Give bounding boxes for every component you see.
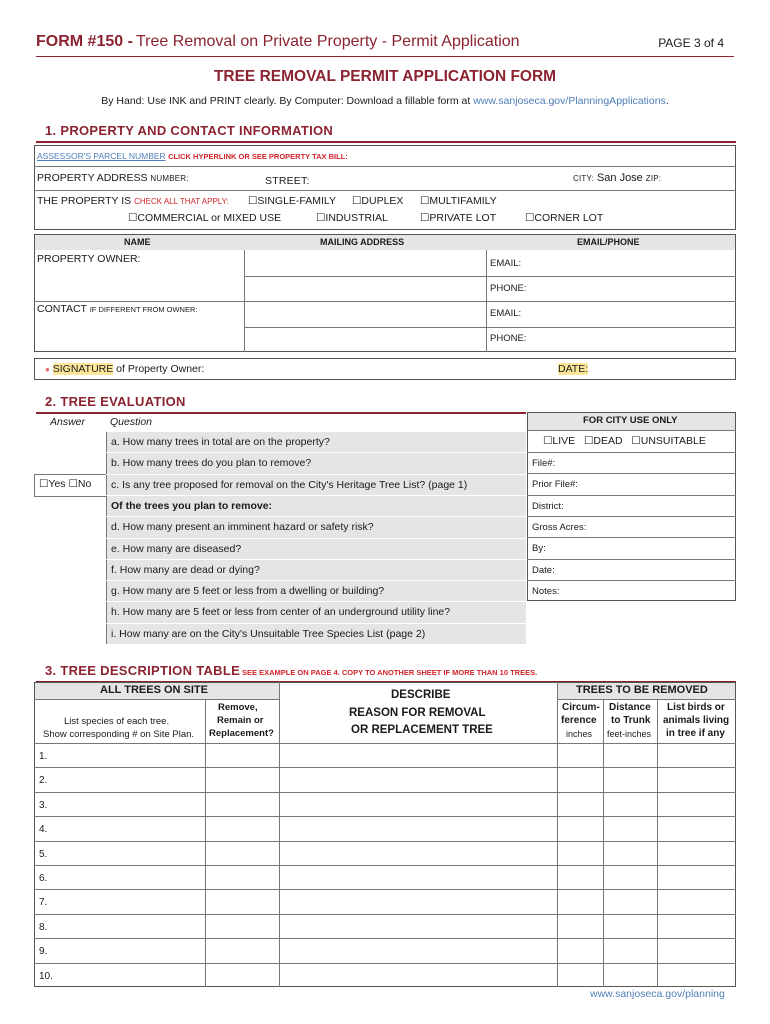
apn-label [37, 151, 348, 161]
contact-label [37, 303, 197, 315]
birds-header-2: animals living [663, 715, 730, 726]
intro-end: . [665, 95, 669, 107]
section3-note: SEE EXAMPLE ON PAGE 4. COPY TO ANOTHER SHEET IF MORE THAN 10 TREES. [242, 668, 538, 677]
divider [527, 516, 736, 517]
city-label: CITY: [573, 174, 595, 183]
apn-link[interactable]: ASSESSOR'S PARCEL NUMBER [37, 151, 166, 161]
city-use-title: FOR CITY USE ONLY [583, 415, 678, 426]
tree-row-number[interactable]: 4. [39, 824, 48, 836]
owner-phone-label: PHONE: [490, 283, 527, 294]
city-use-field: File#: [532, 458, 556, 469]
section1-rule [36, 141, 736, 143]
apn-note: CLICK HYPERLINK OR SEE PROPERTY TAX BILL: [168, 152, 348, 161]
divider [527, 559, 736, 560]
yes-checkbox[interactable] [39, 478, 66, 490]
check-all-note: CHECK ALL THAT APPLY: [134, 197, 229, 206]
signature-rest: of Property Owner: [116, 363, 205, 375]
contact-email-label: EMAIL: [490, 308, 522, 319]
divider [34, 474, 106, 475]
corner-lot-label: CORNER LOT [534, 212, 604, 224]
divider [34, 889, 736, 890]
multifamily-checkbox[interactable] [420, 195, 497, 207]
tree-row-number[interactable]: 8. [39, 921, 48, 933]
contact-note: IF DIFFERENT FROM OWNER: [89, 305, 198, 314]
tree-row-number[interactable]: 3. [39, 799, 48, 811]
contact-table [34, 234, 736, 352]
duplex-checkbox[interactable] [352, 195, 403, 207]
answer-header: Answer [50, 416, 86, 428]
divider [106, 474, 526, 475]
evaluation-question: g. How many are 5 feet or less from a dwelling or building? [111, 585, 385, 598]
divider [527, 430, 736, 431]
divider [244, 327, 736, 328]
all-trees-header: ALL TREES ON SITE [100, 684, 208, 696]
single-family-label: SINGLE-FAMILY [257, 195, 336, 207]
dead-label: DEAD [593, 435, 623, 447]
page-number: PAGE 3 of 4 [658, 36, 724, 50]
tree-row-number[interactable]: 2. [39, 775, 48, 787]
signature-label: SIGNATURE [52, 363, 114, 375]
city-use-field: Prior File#: [532, 479, 578, 491]
divider [34, 474, 35, 496]
evaluation-question: Of the trees you plan to remove: [111, 499, 273, 512]
industrial-label: INDUSTRIAL [325, 212, 388, 224]
divider [34, 166, 736, 167]
commercial-label: COMMERCIAL or MIXED USE [137, 212, 282, 224]
divider [106, 623, 526, 624]
heritage-answer [39, 478, 91, 490]
dist-unit: feet-inches [607, 729, 652, 739]
owner-email-label: EMAIL: [490, 258, 522, 269]
property-owner-label: PROPERTY OWNER: [37, 253, 141, 265]
contact-phone-label: PHONE: [490, 333, 527, 344]
divider [34, 301, 736, 302]
divider [106, 538, 526, 539]
footer-link[interactable]: www.sanjoseca.gov/planning [590, 988, 725, 1000]
city-row [573, 172, 661, 184]
divider [557, 682, 558, 987]
divider [34, 938, 736, 939]
list-species: List species of each tree. [64, 716, 170, 727]
private-lot-label: PRIVATE LOT [429, 212, 497, 224]
dist-header-1: Distance [609, 702, 651, 713]
divider [106, 580, 526, 581]
city-use-field: Notes: [532, 585, 560, 597]
property-is: THE PROPERTY IS [37, 195, 132, 207]
divider [527, 495, 736, 496]
section2-heading: 2. TREE EVALUATION [45, 394, 186, 409]
city-use-field: Date: [532, 564, 555, 576]
address-row [37, 172, 189, 184]
city-value: San Jose [596, 172, 643, 184]
describe-header-3: OR REPLACEMENT TREE [351, 724, 493, 736]
remove-header-3: Replacement? [209, 728, 274, 739]
evaluation-question: a. How many trees in total are on the property? [111, 436, 330, 448]
divider [557, 699, 736, 700]
circ-unit: inches [566, 729, 593, 739]
live-label: LIVE [552, 435, 576, 447]
tree-row-number[interactable]: 7. [39, 897, 48, 909]
required-bullet: ● [45, 365, 50, 374]
birds-header-3: in tree if any [666, 728, 725, 739]
question-header: Question [110, 416, 153, 428]
signature-row [45, 363, 204, 375]
remove-header-2: Remain or [217, 715, 264, 726]
divider [106, 452, 526, 453]
divider [527, 537, 736, 538]
trees-to-remove-header: TREES TO BE REMOVED [576, 684, 708, 696]
divider [34, 914, 736, 915]
tree-row-number[interactable]: 9. [39, 946, 48, 958]
status-row [543, 435, 706, 447]
divider [106, 559, 526, 560]
divider [527, 452, 736, 453]
divider [34, 865, 736, 866]
commercial-checkbox[interactable] [128, 212, 281, 224]
intro-text: By Hand: Use INK and PRINT clearly. By Computer: Download a fillable form at [101, 95, 471, 107]
evaluation-question: i. How many are on the City's Unsuitable Tree Species List (page 2) [111, 627, 426, 640]
street-label: STREET: [265, 175, 310, 187]
planning-applications-link[interactable]: www.sanjoseca.gov/PlanningApplications [473, 95, 666, 107]
no-checkbox[interactable] [68, 478, 91, 490]
divider [106, 431, 526, 432]
tree-row-number[interactable]: 5. [39, 848, 48, 860]
describe-header-2: REASON FOR REMOVAL [349, 707, 486, 719]
page-title: TREE REMOVAL PERMIT APPLICATION FORM [213, 68, 557, 85]
remove-header-1: Remove, [218, 702, 258, 713]
col-name: NAME [124, 237, 151, 247]
divider [106, 495, 526, 496]
city-use-field: District: [532, 500, 564, 512]
birds-header-1: List birds or [667, 702, 725, 713]
single-family-checkbox[interactable] [248, 195, 336, 207]
divider [34, 792, 736, 793]
divider [34, 743, 736, 744]
divider [34, 767, 736, 768]
corner-lot-checkbox[interactable] [525, 212, 603, 224]
divider [279, 682, 280, 987]
unsuitable-label: UNSUITABLE [640, 435, 706, 447]
divider [34, 963, 736, 964]
describe-header-1: DESCRIBE [391, 689, 451, 701]
contact-text: CONTACT [37, 303, 87, 315]
dead-checkbox[interactable] [584, 435, 623, 447]
live-checkbox[interactable] [543, 435, 575, 447]
divider [527, 473, 736, 474]
evaluation-question: h. How many are 5 feet or less from center of an underground utility line? [111, 606, 451, 619]
evaluation-question: f. How many are dead or dying? [111, 563, 260, 576]
divider [106, 516, 526, 517]
tree-row-number[interactable]: 1. [39, 751, 48, 762]
tree-row-number[interactable]: 6. [39, 873, 48, 884]
yes-label: Yes [48, 478, 66, 490]
city-use-field: By: [532, 543, 546, 555]
evaluation-question: b. How many trees do you plan to remove? [111, 457, 312, 470]
col-address: MAILING ADDRESS [320, 237, 405, 247]
multifamily-label: MULTIFAMILY [429, 195, 497, 207]
evaluation-question: d. How many present an imminent hazard or safety risk? [111, 521, 374, 534]
tree-row-number[interactable]: 10. [39, 970, 53, 982]
divider [34, 841, 736, 842]
industrial-checkbox[interactable] [316, 212, 388, 224]
private-lot-checkbox[interactable] [420, 212, 496, 224]
divider [34, 699, 279, 700]
col-email: EMAIL/PHONE [577, 237, 640, 247]
circ-header-2: ference [561, 715, 597, 726]
divider [34, 496, 106, 497]
address-label: PROPERTY ADDRESS [37, 172, 148, 184]
dist-header-2: to Trunk [611, 715, 651, 726]
divider [34, 190, 736, 191]
form-header [36, 33, 734, 57]
divider [527, 580, 736, 581]
section3-heading: 3. TREE DESCRIPTION TABLE [45, 663, 241, 678]
section1-heading: 1. PROPERTY AND CONTACT INFORMATION [45, 123, 334, 138]
divider [106, 601, 526, 602]
section2-rule [36, 412, 526, 414]
intro-line [0, 95, 770, 107]
evaluation-question: e. How many are diseased? [111, 542, 242, 555]
evaluation-question: c. Is any tree proposed for removal on the City's Heritage Tree List? (page 1) [111, 478, 468, 491]
property-type-label [37, 195, 229, 207]
no-label: No [77, 478, 92, 490]
form-number: FORM #150 - [36, 33, 133, 50]
show-corresponding: Show corresponding # on Site Plan. [43, 729, 195, 740]
form-title: Tree Removal on Private Property - Permit Application [136, 33, 520, 50]
number-label: NUMBER: [150, 174, 189, 183]
circ-header-1: Circum- [562, 702, 600, 713]
divider [244, 276, 736, 277]
date-label: DATE: [558, 363, 589, 375]
divider [34, 816, 736, 817]
duplex-label: DUPLEX [361, 195, 404, 207]
zip-label: ZIP: [645, 174, 662, 183]
unsuitable-checkbox[interactable] [631, 435, 706, 447]
city-use-field: Gross Acres: [532, 521, 587, 533]
